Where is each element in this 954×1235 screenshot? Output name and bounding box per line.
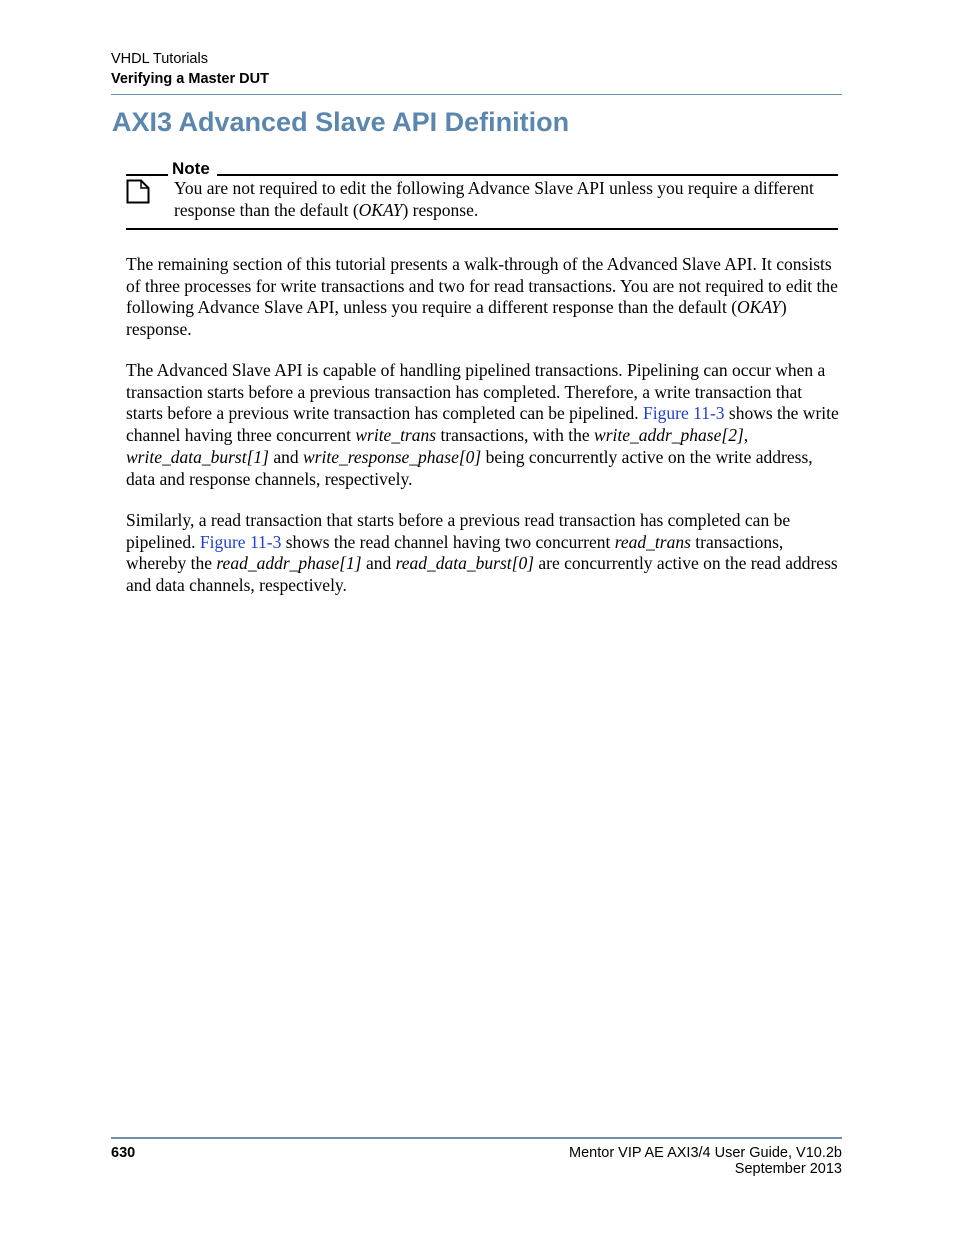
page-title: AXI3 Advanced Slave API Definition <box>112 107 570 137</box>
footer-date: September 2013 <box>734 1161 842 1177</box>
signal-name: write_addr_phase[2] <box>594 425 744 446</box>
running-header-section: VHDL Tutorials <box>111 51 208 67</box>
note-label: Note <box>172 159 210 178</box>
signal-name: read_trans <box>614 531 691 552</box>
signal-name: write_response_phase[0] <box>302 446 482 467</box>
footer-guide-title: Mentor VIP AE AXI3/4 User Guide, V10.2b <box>569 1145 842 1161</box>
header-divider <box>111 94 842 95</box>
signal-name: read_addr_phase[1] <box>216 553 362 574</box>
intro-paragraph: The remaining section of this tutorial presents a walk-through of the Advanced Slave API. It consists of three processes for write transactions and two for read transactions. You are not required to edit the following Advance Slave API, unless you require a different response than the default (OKAY) response. <box>126 254 838 340</box>
okay-value: OKAY <box>358 199 403 220</box>
note-bottom-rule <box>126 228 838 230</box>
note-top-rule-left <box>126 174 168 176</box>
signal-name: write_data_burst[1] <box>126 446 269 467</box>
okay-value: OKAY <box>737 297 781 318</box>
note-text: You are not required to edit the following Advance Slave API unless you require a different response than the default (OKAY) response. <box>174 178 814 220</box>
footer-divider <box>111 1137 842 1139</box>
note-page-icon <box>126 179 150 204</box>
running-header-chapter: Verifying a Master DUT <box>111 71 269 87</box>
signal-name: read_data_burst[0] <box>395 553 535 574</box>
read-pipelining-paragraph: Similarly, a read transaction that starts before a previous read transaction has completed can be pipelined. Figure 11-3 shows the read channel having two concurrent read_trans transactions, whereby the read_addr_phase[1] and read_data_burst[0] are concurrently active on the read address and data channels, respectively. <box>126 510 838 596</box>
figure-link[interactable]: Figure 11-3 <box>199 531 282 552</box>
pipelining-paragraph: The Advanced Slave API is capable of handling pipelined transactions. Pipelining can occur when a transaction starts before a previous transaction has completed. Therefore, a write transaction that starts before a previous write transaction has completed can be pipelined. Figure 11-3 shows the write channel having three concurrent write_trans transactions, with the write_addr_phase[2], write_data_burst[1] and write_response_phase[0] being concurrently active on the write address, data and response channels, respectively. <box>126 360 839 489</box>
page-number: 630 <box>111 1145 136 1161</box>
figure-link[interactable]: Figure 11-3 <box>643 403 725 424</box>
signal-name: write_trans <box>355 425 437 446</box>
note-top-rule-right <box>217 174 838 176</box>
